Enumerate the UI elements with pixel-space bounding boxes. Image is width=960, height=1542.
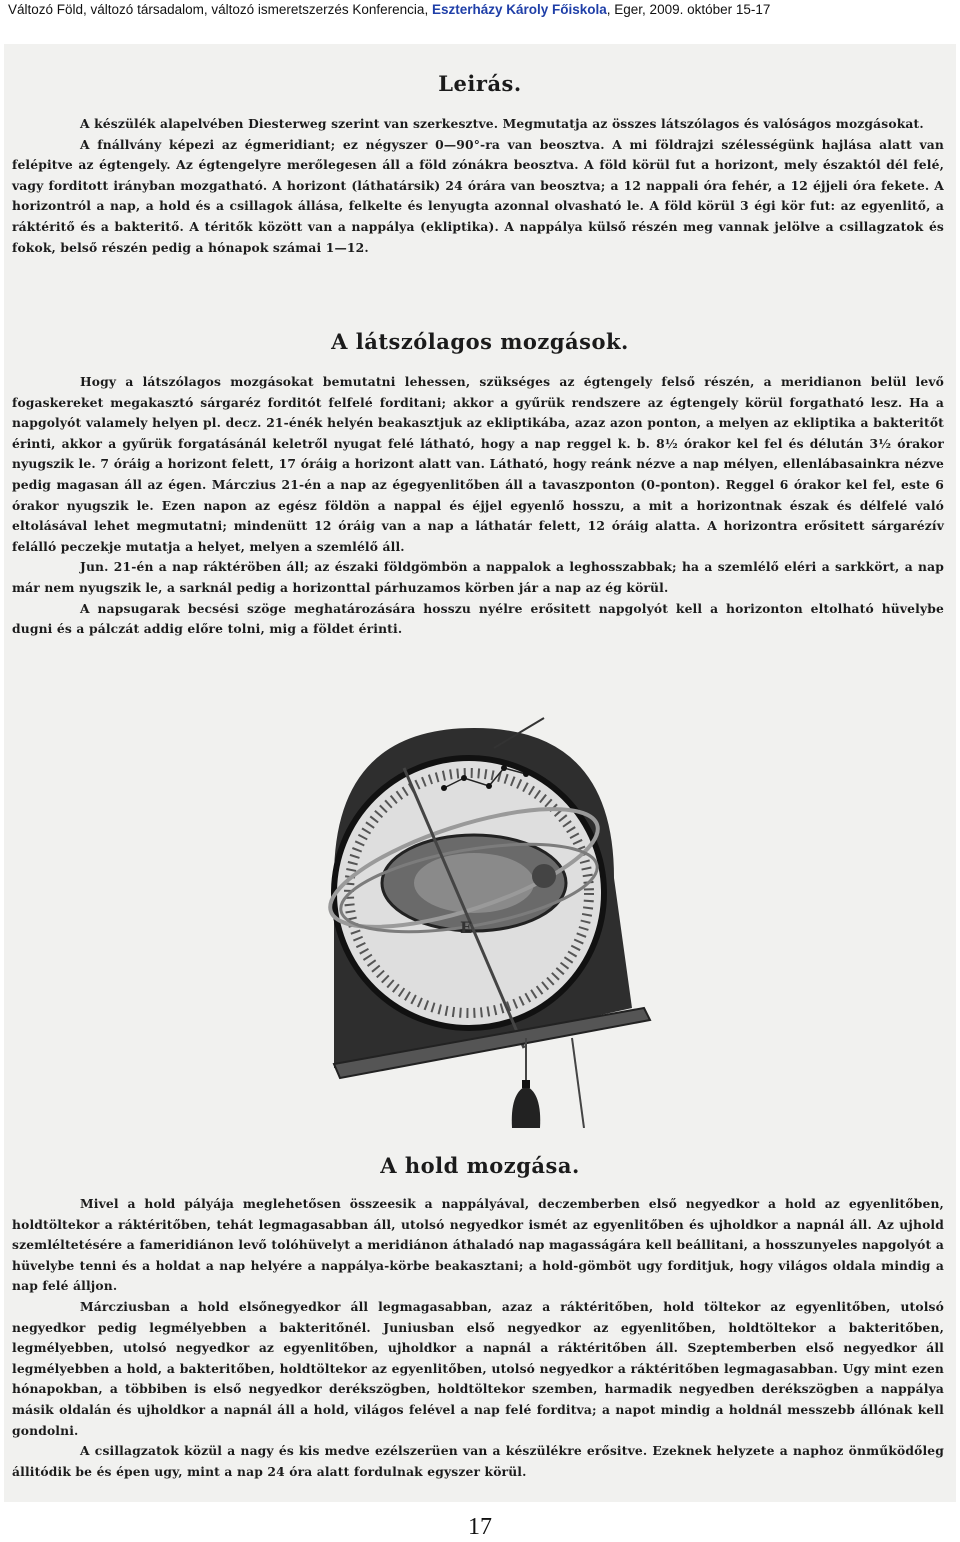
- tellurium-apparatus-illustration: [294, 708, 654, 1128]
- page-header: [8, 0, 952, 20]
- bell-weight: [512, 1086, 540, 1128]
- figure-label: E: [460, 918, 473, 937]
- paragraph: A készülék alapelvében Diesterweg szerint van szerkesztve. Megmutatja az összes látszólagos és valóságos mozgásokat.: [80, 116, 924, 131]
- scanned-page: [4, 44, 956, 1502]
- section-title-latszolagos: A látszólagos mozgások.: [331, 329, 629, 354]
- section-title-hold: A hold mozgása.: [380, 1153, 580, 1178]
- paragraph: A csillagzatok közül a nagy és kis medve ezélszerüen van a készülékre erősitve. Ezeknek helyzete a naphoz önműködőleg állitódik be és épen ugy, mint a nap 24 óra alatt fordulnak egyszer körül.: [12, 1443, 944, 1479]
- paragraph: A napsugarak becsési szöge meghatározására hosszu nyélre erősitett napgolyót kell a horizonton eltolható hüvelybe dugni és a pálczát addig előre tolni, mig a földet érinti.: [12, 600, 944, 637]
- paragraph: Jun. 21-én a nap ráktéröben áll; az északi földgömbön a nappalok a leghosszabbak; ha a szemlélő eléri a sarkkört, a nap már nem nyugszik le, a sarknál pedig a horizonttal párhuzamos körben jár a nap az ég körül.: [12, 559, 944, 595]
- paragraph: A fnállvány képezi az égmeridiant; ez négyszer 0—90°-ra van beosztva. A mi földrajzi szélességünk hajlása alatt van felépitve az égtengely. Az égtengelyre merőlegesen áll a föld zónákra beosztva. A föld körül fut a horizont, mely északtól dél felé, vagy forditott irányban mozgatható. A horizont (láthatársik) 24 órára van beosztva; a 12 nappali óra fehér, a 12 éjjeli óra fekete. A horizontról a nap, a hold és a csillagok állása, felkelte és lenyugta azonnal olvasható le. A föld körül 3 égi kör fut: az egyenlitő, a ráktéritő és a bakteritő. A téritők között van a nappálya (ekliptika). A nappálya külső részén meg vannak jelölve a csillagzatok és fokok, belső részén pedig a hónapok számai 1—12.: [12, 136, 944, 255]
- section-title-leiras: Leirás.: [438, 71, 522, 96]
- header-place-date: , Eger, 2009. október 15-17: [606, 2, 771, 17]
- paragraph: Mivel a hold pályája meglehetősen összeesik a nappályával, deczemberben első negyedkor a hold az egyenlitőben, holdtöltekor a ráktéritőben, tehát legmagasabban áll, utolsó negyedkor ismét az egyenlitőben és ujholdkor a napnál áll. Az ujhold szemléltetésére a fameridiánon levő tolóhüvelyt a meridiánon áthaladó nap magasságára kell beállitani, a hosszunyeles napgolyót a hüvelybe tenni és a holdat a nap helyére a nappálya-körbe beakasztani; a hold-gömböt ugy forditjuk, hogy világos oldala mindig a nap felé álljon.: [12, 1196, 944, 1294]
- sun-ball: [532, 864, 556, 888]
- section-body-latszolagos: [12, 372, 944, 640]
- header-conference: Változó Föld, változó társadalom, változó ismeretszerzés Konferencia,: [8, 2, 432, 17]
- page-number: 17: [468, 1514, 492, 1540]
- section-body-leiras: [12, 114, 944, 258]
- header-institution: Eszterházy Károly Főiskola: [431, 2, 607, 17]
- section-body-hold: [12, 1194, 944, 1482]
- paragraph: Márcziusban a hold elsőnegyedkor áll legmagasabban, azaz a ráktéritőben, hold töltekor az egyenlitőben, utolsó negyedkor pedig legmélyebben a bakteritőnél. Juniusban első negyedkor az egyenlitőben, holdtöltekor a bakteritőben, legmélyebben, utolsó negyedkor az egyenlitőben, ujholdkor a napnál a ráktéritőben áll. Szeptemberben első negyedkor áll legmélyebben a hold, a bakteritőben, holdtöltekor az egyenlitőben, utolsó negyedkor a ráktéritőben legmagasabban. Ugy mint ezen hónapokban, a többiben is első negyedkor derékszögben, holdtöltekor szemben, harmadik negyedben derékszögben a nappálya másik oldalán és ujholdkor a napnál áll a hold, világos felével a nap felé forditva; a napot mindig a holdnál messzebb állónak kell gondolni.: [12, 1298, 944, 1438]
- paragraph: Hogy a látszólagos mozgásokat bemutatni lehessen, szükséges az égtengely felső részén, a meridianon belül levő fogaskereket megakasztó sárgaréz forditót felfelé forditani; akkor a gyűrük rendszere az égtengely körül forgatható lesz. Ha a napgolyót valamely helyen pl. decz. 21-énék helyén beakasztjuk az ekliptikába, azaz azon ponton, a melyen az ekliptika a bakteritőt érinti, akkor a gyűrük forgatásánál keletről nyugat felé látható, hogy a nap reggel k. b. 8½ órakor kel fel és délután 3½ órakor nyugszik le. 7 óráig a horizont felett, 17 óráig a horizont alatt van. Látható, hogy reánk nézve a nap mélyen, ellenlábasainkra nézve pedig magasan áll az égen. Márczius 21-én a nap az égegyenlitőben áll a tavaszponton (0-ponton). Reggel 6 órakor kel fel, este 6 órakor nyugszik le. Ezen napon az egész földön a nappal és éjjel egyenlő hosszu, a mit a horizontnak észak és délfelé való eltolásával lehet megmutatni; mindenütt 12 óráig van a nap a láthatár felett, 12 óráig alatta. A horizontra erősitett sárgarézív felálló peczekje mutatja a helyet, melyen a szemlélő áll.: [12, 374, 944, 554]
